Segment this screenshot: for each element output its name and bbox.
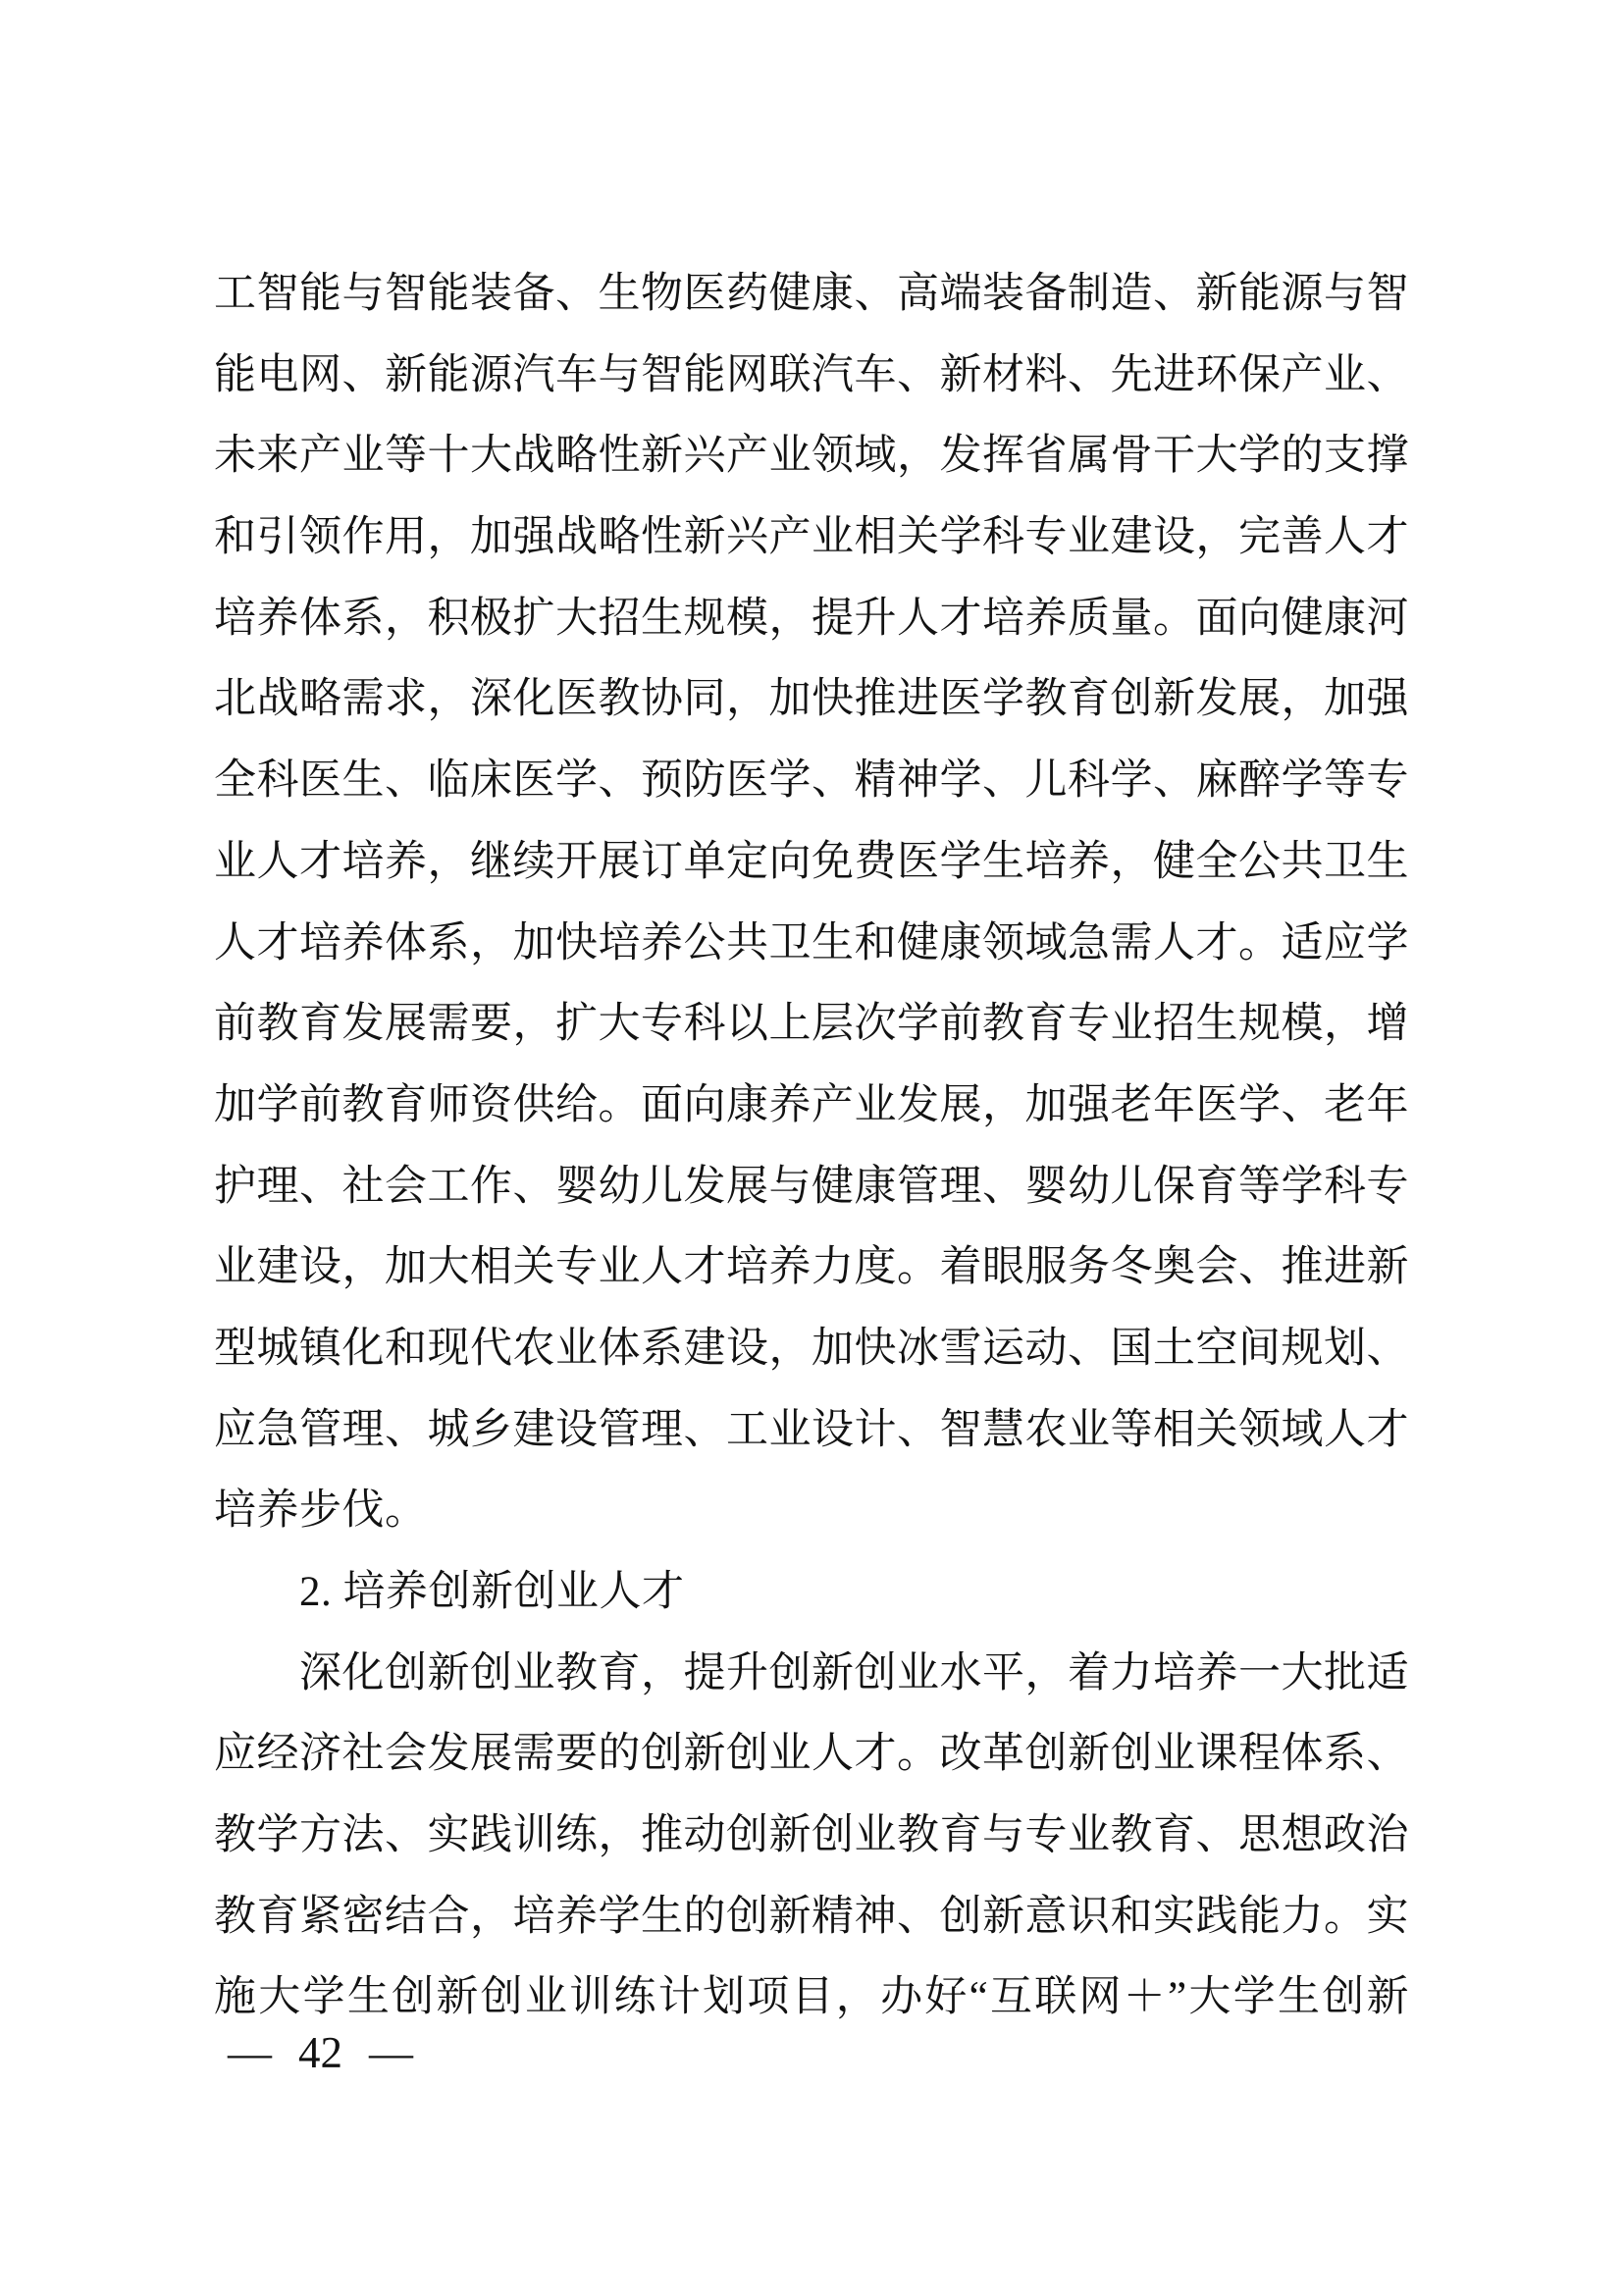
body-line: 前教育发展需要，扩大专科以上层次学前教育专业招生规模，增 bbox=[214, 1001, 1409, 1048]
body-line: 人才培养体系，加快培养公共卫生和健康领域急需人才。适应学 bbox=[214, 919, 1409, 966]
section-heading: 2. 培养创新创业人才 bbox=[299, 1569, 685, 1615]
body-line: 业建设，加大相关专业人才培养力度。着眼服务冬奥会、推进新 bbox=[214, 1244, 1409, 1291]
body-line: 能电网、新能源汽车与智能网联汽车、新材料、先进环保产业、 bbox=[214, 351, 1409, 398]
footer-dash-left: — bbox=[228, 2028, 272, 2077]
body-line: 工智能与智能装备、生物医药健康、高端装备制造、新能源与智 bbox=[214, 271, 1409, 317]
body-line: 未来产业等十大战略性新兴产业领域，发挥省属骨干大学的支撑 bbox=[214, 433, 1409, 480]
body-line: 型城镇化和现代农业体系建设，加快冰雪运动、国土空间规划、 bbox=[214, 1325, 1409, 1372]
body-line: 深化创新创业教育，提升创新创业水平，着力培养一大批适 bbox=[299, 1649, 1409, 1696]
page-number: 42 bbox=[298, 2028, 342, 2077]
body-line: 应急管理、城乡建设管理、工业设计、智慧农业等相关领域人才 bbox=[214, 1406, 1409, 1453]
body-line: 培养体系，积极扩大招生规模，提升人才培养质量。面向健康河 bbox=[214, 595, 1409, 642]
body-line: 北战略需求，深化医教协同，加快推进医学教育创新发展，加强 bbox=[214, 676, 1409, 723]
footer-dash-right: — bbox=[369, 2028, 413, 2077]
body-line: 应经济社会发展需要的创新创业人才。改革创新创业课程体系、 bbox=[214, 1731, 1409, 1778]
body-line: 和引领作用，加强战略性新兴产业相关学科专业建设，完善人才 bbox=[214, 514, 1409, 561]
page-footer bbox=[228, 2025, 413, 2080]
body-line: 全科医生、临床医学、预防医学、精神学、儿科学、麻醉学等专 bbox=[214, 757, 1409, 805]
body-line: 加学前教育师资供给。面向康养产业发展，加强老年医学、老年 bbox=[214, 1081, 1409, 1128]
body-line: 培养步伐。 bbox=[214, 1487, 428, 1535]
body-line: 施大学生创新创业训练计划项目，办好“互联网＋”大学生创新 bbox=[214, 1974, 1409, 2021]
body-line: 教育紧密结合，培养学生的创新精神、创新意识和实践能力。实 bbox=[214, 1893, 1409, 1940]
body-line: 业人才培养，继续开展订单定向免费医学生培养，健全公共卫生 bbox=[214, 838, 1409, 885]
body-line: 教学方法、实践训练，推动创新创业教育与专业教育、思想政治 bbox=[214, 1812, 1409, 1859]
page-body-text bbox=[214, 254, 1409, 2039]
body-line: 护理、社会工作、婴幼儿发展与健康管理、婴幼儿保育等学科专 bbox=[214, 1163, 1409, 1210]
